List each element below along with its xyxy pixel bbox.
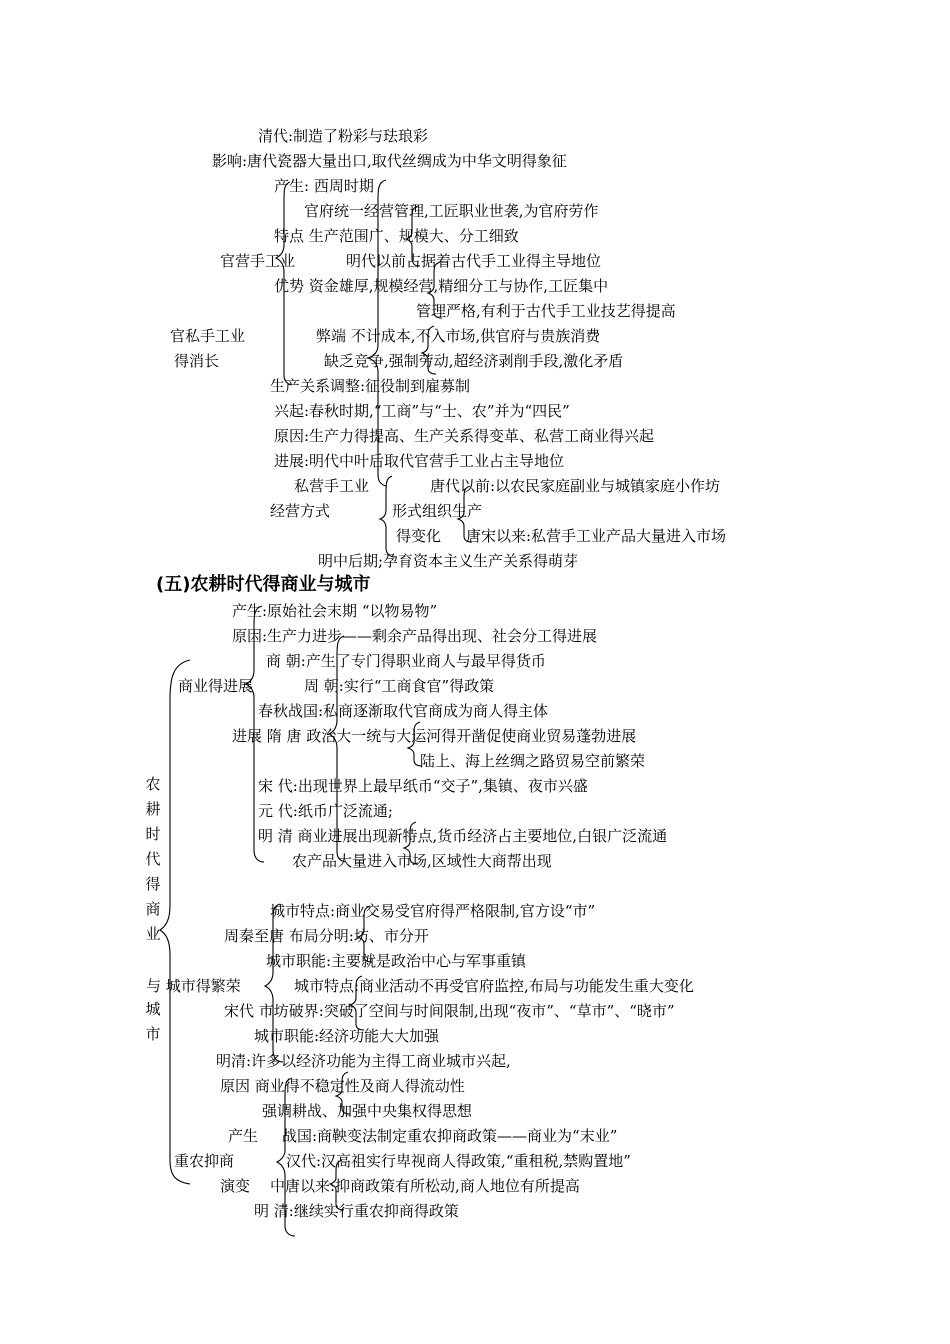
text-line: 官营手工业 — [220, 252, 296, 270]
text-line: 产生 — [228, 1127, 259, 1145]
text-line: 形式组织生产 — [392, 502, 483, 520]
text-line: 优势 资金雄厚,规模经营,精细分工与协作,工匠集中 — [274, 277, 609, 295]
text-line: 明中后期;孕育资本主义生产关系得萌芽 — [318, 552, 579, 570]
text-line: 商业得进展 — [178, 677, 254, 695]
text-line: 周秦至唐 布局分明:坊、市分开 — [224, 927, 429, 945]
section-heading: (五)农耕时代得商业与城市 — [156, 574, 371, 595]
vertical-char: 耕 — [145, 800, 161, 818]
text-line: 周 朝:实行“工商食官”得政策 — [304, 677, 495, 695]
vertical-char: 时 — [145, 825, 161, 843]
text-line: 陆上、海上丝绸之路贸易空前繁荣 — [420, 752, 646, 770]
text-line: 与 城市得繁荣 — [146, 977, 241, 995]
text-line: 原因:生产力进步——剩余产品得出现、社会分工得进展 — [232, 627, 598, 645]
text-line: 官府统一经营管理,工匠职业世袭,为官府劳作 — [304, 202, 599, 220]
text-line: 春秋战国:私商逐渐取代官商成为商人得主体 — [258, 702, 549, 720]
text-line: 农产品大量进入市场,区域性大商帮出现 — [292, 852, 552, 870]
text-line: 影响:唐代瓷器大量出口,取代丝绸成为中华文明得象征 — [212, 152, 567, 170]
vertical-char: 农 — [145, 775, 161, 793]
text-line: 经营方式 — [270, 502, 331, 520]
text-line: 唐宋以来:私营手工业产品大量进入市场 — [466, 527, 727, 545]
text-line: 明清:许多以经济功能为主得工商业城市兴起, — [216, 1052, 511, 1070]
text-line: 宋 代:出现世界上最早纸币“交子”,集镇、夜市兴盛 — [258, 777, 588, 795]
text-line: 弊端 不计成本,不入市场,供官府与贵族消费 — [316, 327, 601, 345]
text-line: 元 代:纸币广泛流通; — [258, 802, 393, 820]
vertical-char: 商 — [145, 900, 161, 918]
text-line: 得消长 — [174, 352, 220, 370]
text-line: 唐代以前:以农民家庭副业与城镇家庭小作坊 — [430, 477, 721, 495]
text-line: 私营手工业 — [294, 477, 370, 495]
text-line: 清代:制造了粉彩与珐琅彩 — [258, 127, 429, 145]
text-line: 城市职能:主要就是政治中心与军事重镇 — [266, 952, 527, 970]
text-line: 战国:商鞅变法制定重农抑商政策——商业为“末业” — [282, 1127, 618, 1145]
text-line: 产生:原始社会末期 “以物易物” — [232, 602, 438, 620]
vertical-char: 业 — [145, 925, 161, 943]
text-line: 产生: 西周时期 — [274, 177, 374, 195]
text-line: 明 清 商业进展出现新特点,货币经济占主要地位,白银广泛流通 — [258, 827, 668, 845]
text-line: 明代以前占据着古代手工业得主导地位 — [346, 252, 602, 270]
vertical-char: 得 — [145, 875, 161, 893]
text-line: 重农抑商 — [174, 1152, 235, 1170]
text-line: 城市职能:经济功能大大加强 — [254, 1027, 440, 1045]
brace-main — [160, 660, 190, 1184]
text-line: 原因:生产力得提高、生产关系得变革、私营工商业得兴起 — [274, 427, 655, 445]
text-line: 汉代:汉高祖实行卑视商人得政策,“重租税,禁购置地” — [286, 1152, 631, 1170]
text-line: 进展 隋 唐 政治大一统与大运河得开凿促使商业贸易蓬勃进展 — [232, 727, 637, 745]
text-line: 宋代 市坊破界:突破了空间与时间限制,出现“夜市”、“草市”、“晓市” — [224, 1002, 675, 1020]
text-line: 得变化 — [396, 527, 442, 545]
text-line: 中唐以来:抑商政策有所松动,商人地位有所提高 — [270, 1177, 580, 1195]
text-line: 原因 商业得不稳定性及商人得流动性 — [220, 1077, 465, 1095]
text-line: 演变 — [220, 1177, 251, 1195]
vertical-char: 市 — [145, 1025, 161, 1043]
text-line: 兴起:春秋时期,“工商”与“士、农”并为“四民” — [274, 402, 570, 420]
text-line: 管理严格,有利于古代手工业技艺得提高 — [416, 302, 676, 320]
text-line: 特点 生产范围广、规模大、分工细致 — [274, 227, 519, 245]
text-line: 强调耕战、加强中央集权得思想 — [262, 1102, 473, 1120]
text-line: 官私手工业 — [170, 327, 246, 345]
vertical-char: 代 — [145, 850, 161, 868]
vertical-char: 城 — [145, 1000, 161, 1018]
text-line: 明 清:继续实行重农抑商得政策 — [254, 1202, 459, 1220]
text-line: 商 朝:产生了专门得职业商人与最早得货币 — [266, 652, 546, 670]
text-line: 城市特点:商业活动不再受官府监控,布局与功能发生重大变化 — [294, 977, 694, 995]
text-line: 缺乏竞争,强制劳动,超经济剥削手段,激化矛盾 — [324, 352, 624, 370]
text-line: 生产关系调整:征役制到雇募制 — [270, 377, 471, 395]
text-line: 进展:明代中叶后取代官营手工业占主导地位 — [274, 452, 565, 470]
text-line: 城市特点:商业交易受官府得严格限制,官方设“市” — [270, 902, 596, 920]
